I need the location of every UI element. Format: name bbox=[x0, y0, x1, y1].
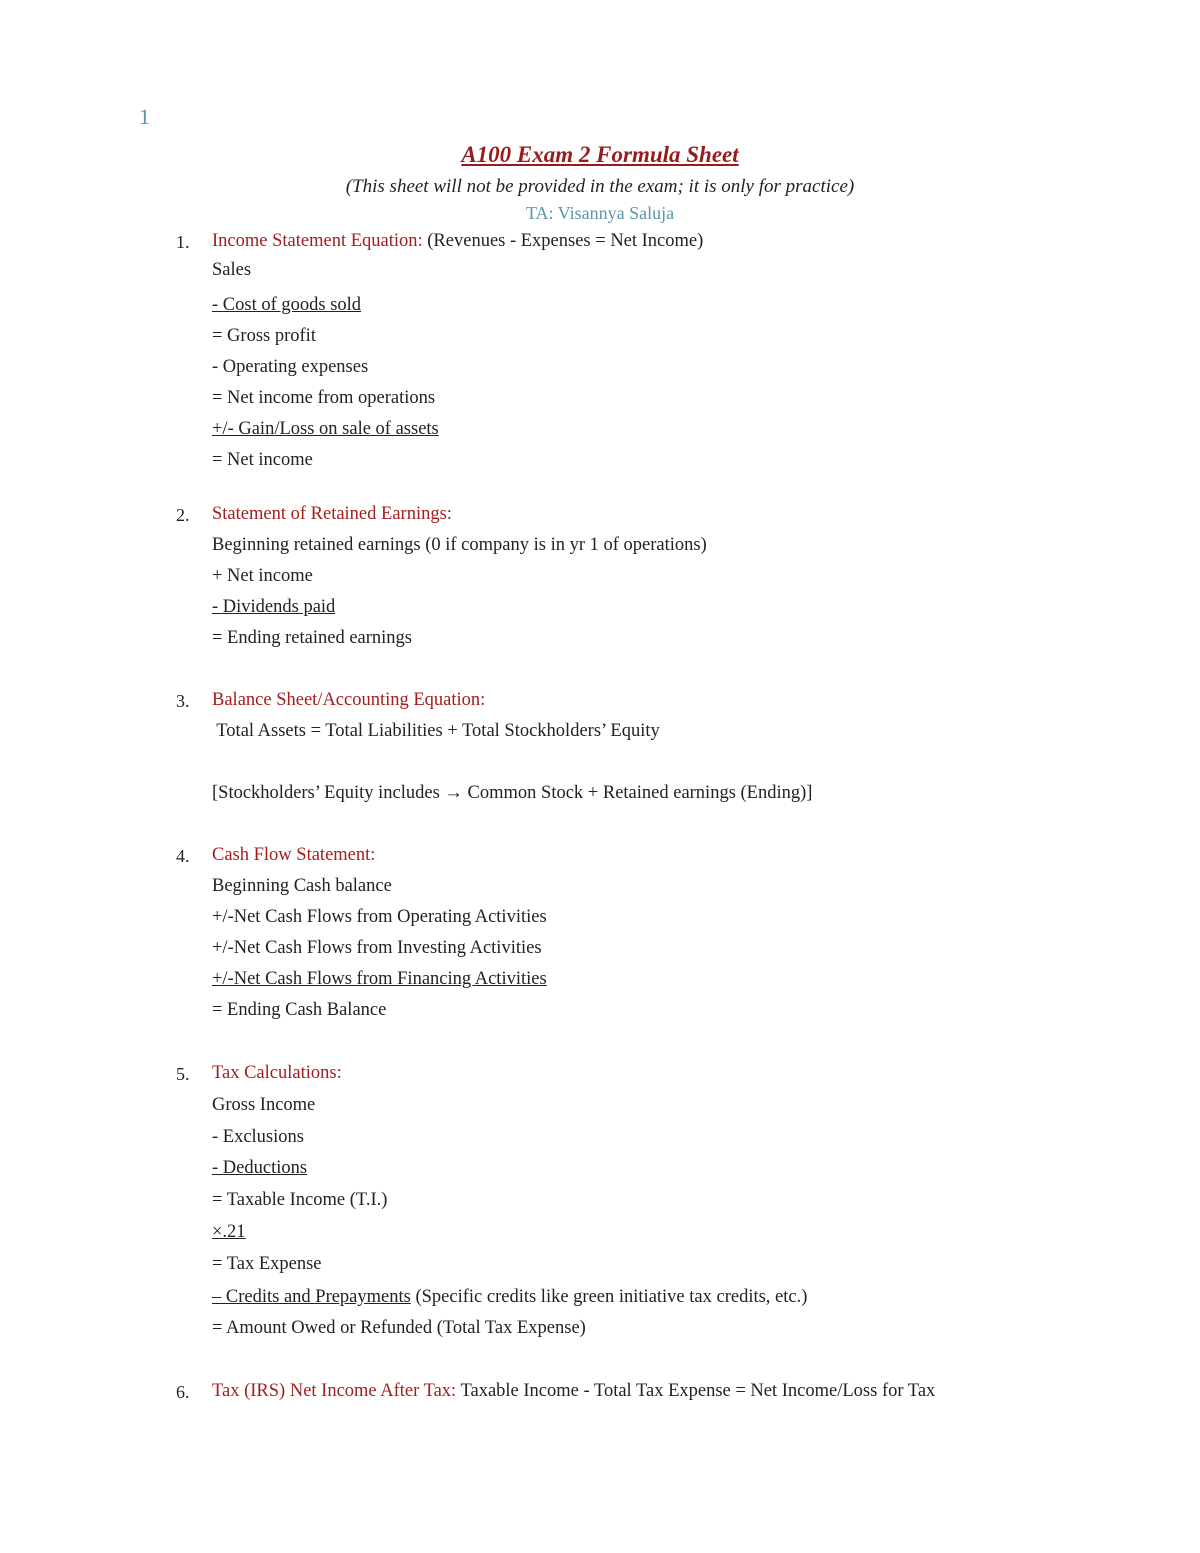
formula-line: +/-Net Cash Flows from Investing Activities bbox=[212, 938, 542, 958]
section-number: 2. bbox=[176, 505, 190, 525]
section-number: 3. bbox=[176, 691, 190, 711]
formula-line: - Cost of goods sold bbox=[212, 295, 362, 315]
section-number: 4. bbox=[176, 846, 190, 866]
section-heading bbox=[212, 231, 703, 252]
formula-line: = Amount Owed or Refunded (Total Tax Expense) bbox=[212, 1318, 586, 1338]
formula-line: = Ending Cash Balance bbox=[212, 1000, 387, 1020]
formula-line: + Net income bbox=[212, 566, 313, 586]
page-subtitle: (This sheet will not be provided in the exam; it is only for practice) bbox=[345, 176, 855, 197]
section-heading bbox=[212, 1381, 935, 1402]
formula-line: Gross Income bbox=[212, 1095, 316, 1115]
section-heading-label: Tax (IRS) Net Income After Tax: bbox=[212, 1381, 457, 1401]
section-heading bbox=[212, 504, 452, 525]
section-heading-label: Statement of Retained Earnings: bbox=[212, 504, 452, 524]
page-title: A100 Exam 2 Formula Sheet bbox=[461, 142, 739, 167]
formula-line: = Ending retained earnings bbox=[212, 628, 412, 648]
credits-note: (Specific credits like green initiative tax credits, etc.) bbox=[410, 1287, 808, 1307]
section-number: 5. bbox=[176, 1064, 190, 1084]
formula-line: = Gross profit bbox=[212, 326, 316, 346]
section-heading bbox=[212, 845, 375, 866]
ta-name: TA: Visannya Saluja bbox=[525, 203, 675, 223]
formula-line: = Net income bbox=[212, 450, 313, 470]
formula-line bbox=[212, 1287, 807, 1308]
formula-line: +/- Gain/Loss on sale of assets bbox=[212, 419, 439, 439]
page-number: 1 bbox=[139, 104, 150, 129]
formula-line: ×.21 bbox=[212, 1222, 246, 1242]
credits-label: – Credits and Prepayments bbox=[212, 1287, 411, 1307]
section-heading-formula: (Revenues - Expenses = Net Income) bbox=[422, 231, 704, 251]
formula-line: - Operating expenses bbox=[212, 357, 369, 377]
formula-line: = Tax Expense bbox=[212, 1254, 322, 1274]
section-heading-label: Balance Sheet/Accounting Equation: bbox=[212, 690, 486, 710]
section-heading-label: Tax Calculations: bbox=[212, 1063, 342, 1083]
formula-line: - Deductions bbox=[212, 1158, 308, 1178]
section-heading-label: Income Statement Equation: bbox=[212, 231, 423, 251]
formula-line: = Net income from operations bbox=[212, 388, 436, 408]
formula-line: +/-Net Cash Flows from Operating Activities bbox=[212, 907, 547, 927]
formula-line: +/-Net Cash Flows from Financing Activities bbox=[212, 969, 547, 989]
formula-line: - Dividends paid bbox=[212, 597, 336, 617]
formula-line: Sales bbox=[212, 260, 252, 280]
section-heading bbox=[212, 1063, 342, 1084]
section-heading-label: Cash Flow Statement: bbox=[212, 845, 376, 865]
formula-line: Beginning Cash balance bbox=[212, 876, 392, 896]
formula-line: - Exclusions bbox=[212, 1127, 304, 1147]
formula-line: Total Assets = Total Liabilities + Total Stockholders’ Equity bbox=[212, 721, 660, 741]
section-heading-formula: Taxable Income - Total Tax Expense = Net Income/Loss for Tax bbox=[456, 1381, 936, 1401]
formula-line: Beginning retained earnings (0 if company is in yr 1 of operations) bbox=[212, 535, 707, 555]
section-number: 6. bbox=[176, 1382, 190, 1402]
formula-line: = Taxable Income (T.I.) bbox=[212, 1190, 388, 1210]
section-heading bbox=[212, 690, 485, 711]
section-number: 1. bbox=[176, 232, 190, 252]
formula-line: [Stockholders’ Equity includes → Common Stock + Retained earnings (Ending)] bbox=[212, 783, 813, 803]
